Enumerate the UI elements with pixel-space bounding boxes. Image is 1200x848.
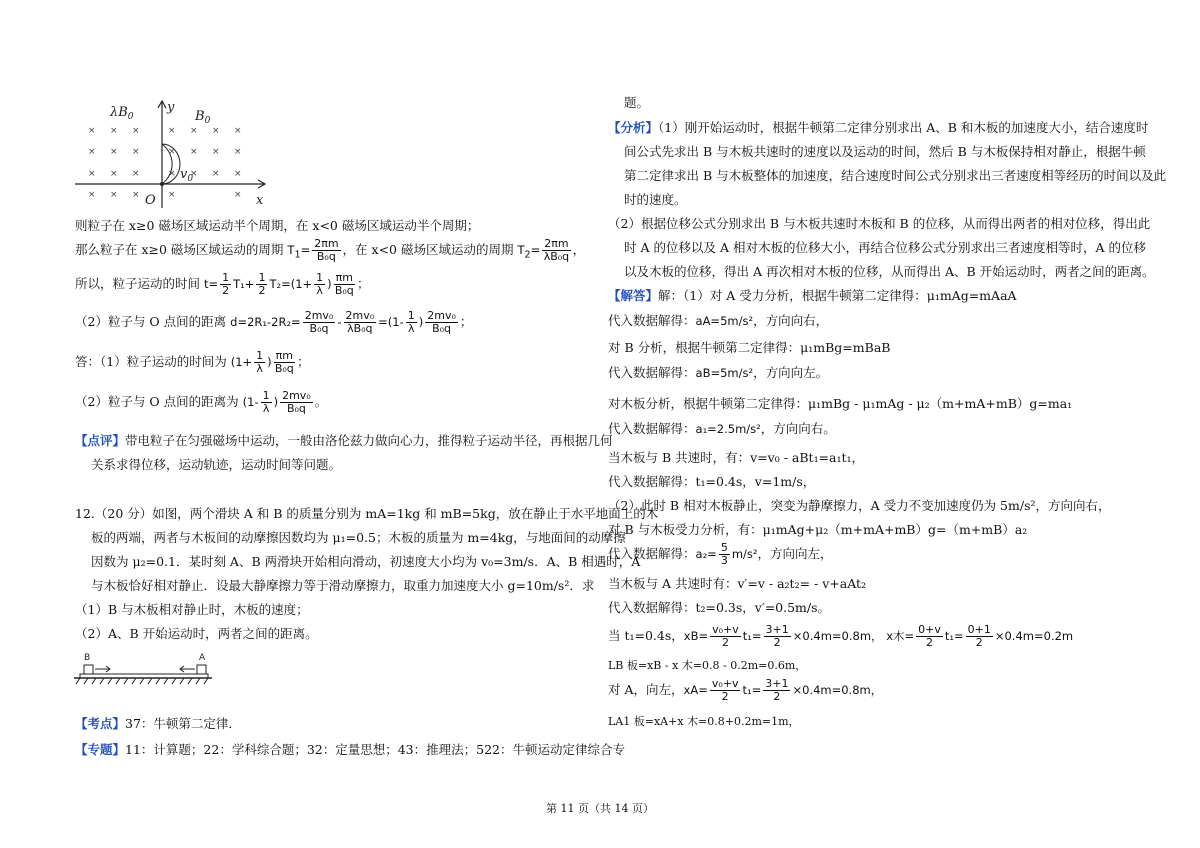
text-line	[75, 310, 472, 335]
text-line	[75, 390, 327, 415]
text: 11：计算题；22：学科综合题；32：定量思想；43：推理法；522：牛顿运动定律综合专	[125, 742, 625, 757]
text-line: 当木板与 B 共速时，有：v=v₀ - aBt₁=a₁t₁，	[608, 450, 865, 465]
text: ，在 x<0 磁场区域运动的周期	[342, 242, 514, 257]
text: 带电粒子在匀强磁场中运动，一般由洛伦兹力做向心力，推得粒子运动半径，再根据几何	[125, 433, 613, 448]
text: 。	[314, 394, 328, 409]
text-line: 对 A，向左，xA= $\frac{\text{v₀+v}}{2}$ t₁= $\frac{3+1}{2}$ ×0.4m=0.8m，	[608, 677, 883, 703]
text: ，	[572, 242, 586, 257]
text-line	[75, 350, 310, 375]
fig1-vsub: 0	[187, 174, 194, 184]
svg-text:×: ×	[110, 126, 118, 136]
question-line: （2）A、B 开始运动时，两者之间的距离。	[75, 626, 318, 641]
fig1-label-b: B	[195, 109, 205, 124]
fig1-x-label: x	[256, 193, 264, 208]
text-line: 第二定律求出 B 与木板整体的加速度，结合速度时间公式分别求出三者速度相等经历的时间以及此	[624, 168, 1167, 183]
text-line: 代入数据解得：aA=5m/s²，方向向右，	[608, 313, 829, 328]
block-b-label: B	[84, 653, 91, 663]
formula-t1: $T_1=$ $\frac{2\pi m}{\text{B₀q}}$	[287, 237, 339, 263]
text-line: 当木板与 A 共速时有：v′=v - a₂t₂= - v+aAt₂	[608, 576, 867, 591]
text-line: 代入数据解得：a₂= $\frac{5}{3}$ m/s²，方向向左，	[608, 541, 833, 567]
svg-text:×: ×	[88, 190, 96, 200]
formula: aB=5m/s²	[695, 366, 754, 380]
svg-text:×: ×	[88, 169, 96, 179]
question-line: 板的两端，两者与木板间的动摩擦因数均为 μ₁=0.5；木板的质量为 m=4kg，与地面间的动摩擦	[91, 530, 626, 545]
topic-line	[75, 742, 625, 758]
svg-text:×: ×	[212, 126, 220, 136]
svg-text:B0	[194, 109, 211, 126]
text-line: LB 板=xB - x 木=0.8 - 0.2m=0.6m，	[608, 659, 807, 672]
question-line: 与木板恰好相对静止．设最大静摩擦力等于滑动摩擦力，取重力加速度大小 g=10m/s²．求	[91, 578, 595, 593]
formula-answer2: (1- $\frac{1}{\lambda}$ ) $\frac{\text{2mv₀}}{\text{B₀q}}$	[242, 389, 311, 415]
formula-xb: xB= $\frac{\text{v₀+v}}{2}$ t₁= $\frac{3+1}{2}$ ×0.4m=0.8m， x木= $\frac{0+v}{2}$ t₁= $\frac{0+1}{2}$ ×0.4m=0.2m	[683, 623, 1074, 649]
block-a-label: A	[199, 653, 206, 663]
fig1-origin: O	[145, 193, 156, 208]
svg-text:×: ×	[234, 126, 242, 136]
formula-t2: $T_2=$ $\frac{2\pi m}{\text{λB₀q}}$	[517, 237, 570, 263]
text: ；	[357, 276, 370, 291]
svg-text:×: ×	[110, 147, 118, 157]
keypoint-line	[75, 716, 241, 732]
svg-text:×: ×	[190, 126, 198, 136]
text-line	[75, 238, 585, 267]
text: 那么粒子在 x≥0 磁场区域运动的周期	[75, 242, 284, 257]
text: 解：（1）对 A 受力分析，根据牛顿第二定律得：μ₁mAg=mAaA	[658, 288, 1017, 303]
question-line: （1）B 与木板相对静止时，木板的速度；	[75, 602, 309, 617]
text-line: 对木板分析，根据牛顿第二定律得：μ₁mBg - μ₁mAg - μ₂（m+mA+mB）g=ma₁	[608, 396, 1073, 411]
svg-text:×: ×	[132, 169, 140, 179]
comment-tag: 【点评】	[75, 433, 126, 448]
text: 37：牛顿第二定律．	[125, 716, 241, 731]
svg-text:×: ×	[88, 147, 96, 157]
solution-line	[608, 288, 1017, 304]
svg-text:×: ×	[234, 190, 242, 200]
svg-text:λB0	[109, 105, 134, 122]
analysis-line	[608, 120, 1148, 136]
fig1-label-lambda-b: λB	[110, 105, 128, 120]
svg-text:×: ×	[132, 126, 140, 136]
text-line: 代入数据解得：aB=5m/s²，方向向左。	[608, 365, 829, 380]
fig1-y-label: y	[167, 100, 175, 115]
keypoint-tag: 【考点】	[75, 716, 126, 731]
text-line: 时的速度。	[624, 192, 687, 207]
text: 答：（1）粒子运动的时间为	[75, 354, 227, 369]
text-line: LA1 板=xA+x 木=0.8+0.2m=1m，	[608, 715, 800, 728]
text: （2）粒子与 O 点间的距离为	[75, 394, 239, 409]
svg-text:×: ×	[234, 169, 242, 179]
svg-text:×: ×	[168, 169, 176, 179]
text-line: 当 t₁=0.4s，xB= $\frac{\text{v₀+v}}{2}$ t₁= $\frac{3+1}{2}$ ×0.4m=0.8m， x木= $\frac{0+v}{2}$ t₁= $\frac{0+1}{2}$ ×0.4m=0.2m	[608, 623, 1074, 649]
text-line: （2）此时 B 相对木板静止，突变为静摩擦力，A 受力不变加速度仍为 5m/s²，方向向右，	[608, 498, 1111, 513]
magnetic-field-figure	[70, 96, 270, 211]
text: （1）刚开始运动时，根据牛顿第二定律分别求出 A、B 和木板的加速度大小，结合速度时	[658, 120, 1149, 135]
formula: a₁=2.5m/s²	[695, 422, 761, 436]
svg-text:×: ×	[212, 147, 220, 157]
svg-text:×: ×	[88, 126, 96, 136]
board-figure	[72, 648, 222, 688]
fig1-sub2: 0	[204, 116, 211, 126]
formula-time: t= $\frac{1}{2}$ T₁+ $\frac{1}{2}$ T₂=(1+ $\frac{1}{\lambda}$ ) $\frac{\pi m}{\text{B₀q}}$	[204, 271, 354, 297]
topic-tag: 【专题】	[75, 742, 126, 757]
formula-distance: d=2R₁-2R₂= $\frac{\text{2mv₀}}{\text{B₀q}}$ - $\frac{\text{2mv₀}}{\text{λB₀q}}$ =(1- $\frac{1}{\lambda}$ ) $\frac{\text{2mv₀}}{\text{B₀q}}$	[230, 309, 456, 335]
text-line: 时 A 的位移以及 A 相对木板的位移大小，再结合位移公式分别求出三者速度相等时，A 的位移	[624, 240, 1146, 255]
text-line: （2）根据位移公式分别求出 B 与木板共速时木板和 B 的位移，从而得出两者的相对位移，得出此	[608, 216, 1151, 231]
text-line	[75, 272, 370, 297]
svg-text:×: ×	[168, 190, 176, 200]
text-line: 代入数据解得：t₁=0.4s，v=1m/s，	[608, 474, 816, 489]
text-line: 对 B 分析，根据牛顿第二定律得：μ₁mBg=mBaB	[608, 340, 891, 355]
text-line: 则粒子在 x≥0 磁场区域运动半个周期，在 x<0 磁场区域运动半个周期；	[75, 218, 480, 233]
svg-text:×: ×	[168, 147, 176, 157]
analysis-tag: 【分析】	[608, 120, 659, 135]
text: ；	[297, 354, 310, 369]
svg-text:×: ×	[190, 147, 198, 157]
formula-answer1: (1+ $\frac{1}{\lambda}$ ) $\frac{\pi m}{\text{B₀q}}$	[230, 349, 294, 375]
svg-text:×: ×	[212, 169, 220, 179]
text-line: 代入数据解得：a₁=2.5m/s²，方向向右。	[608, 421, 836, 436]
text-line: 对 B 与木板受力分析，有：μ₁mAg+μ₂（m+mA+mB）g=（m+mB）a₂	[608, 522, 1028, 537]
svg-text:×: ×	[110, 190, 118, 200]
formula-a2: a₂= $\frac{5}{3}$ m/s²	[695, 541, 758, 567]
text: 所以，粒子运动的时间	[75, 276, 201, 291]
formula-xa: xA= $\frac{\text{v₀+v}}{2}$ t₁= $\frac{3+1}{2}$ ×0.4m=0.8m，	[683, 677, 883, 703]
question-line: 因数为 μ₂=0.1．某时刻 A、B 两滑块开始相向滑动，初速度大小均为 v₀=3m/s．A、B 相遇时，A	[91, 554, 641, 569]
comment-line	[75, 433, 613, 449]
svg-text:×: ×	[168, 126, 176, 136]
svg-text:×: ×	[110, 169, 118, 179]
formula: aA=5m/s²	[695, 314, 754, 328]
page-footer: 第 11 页（共 14 页）	[546, 802, 654, 815]
svg-text:×: ×	[190, 169, 198, 179]
solution-tag: 【解答】	[608, 288, 659, 303]
text-line: 间公式先求出 B 与木板共速时的速度以及运动的时间，然后 B 与木板保持相对静止，根据牛顿	[624, 144, 1146, 159]
svg-text:×: ×	[234, 147, 242, 157]
svg-text:×: ×	[132, 190, 140, 200]
text-line: 关系求得位移，运动轨迹，运动时间等问题。	[91, 457, 342, 472]
text: （2）粒子与 O 点间的距离	[75, 314, 227, 329]
question-line: 12.（20 分）如图，两个滑块 A 和 B 的质量分别为 mA=1kg 和 mB=5kg，放在静止于水平地面上的木	[75, 506, 659, 521]
text-line: 代入数据解得：t₂=0.3s，v′=0.5m/s。	[608, 600, 831, 615]
svg-text:×: ×	[132, 147, 140, 157]
text-line: 以及木板的位移，得出 A 再次相对木板的位移，从而得出 A、B 开始运动时，两者之间的距离。	[624, 264, 1155, 279]
text-line: 题。	[624, 95, 650, 110]
fig1-v-label: v	[180, 167, 188, 182]
text: ；	[459, 314, 473, 329]
fig1-sub: 0	[127, 112, 134, 122]
